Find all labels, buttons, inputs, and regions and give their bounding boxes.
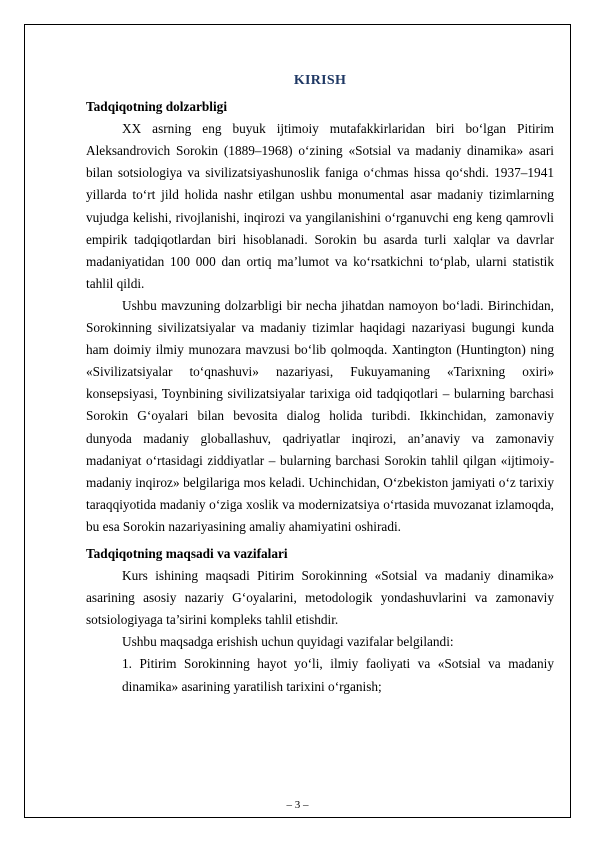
document-body xyxy=(86,70,554,698)
paragraph-goal: Kurs ishining maqsadi Pitirim Sorokinning «Sotsial va madaniy dinamika» asarining asosiy nazariy G‘oyalarini, metodologik yondashuvlarini va zamonaviy sotsiologiyaga ta’sirini kompleks tahlil etishdir. xyxy=(86,568,554,628)
task-list-item: 1. Pitirim Sorokinning hayot yo‘li, ilmiy faoliyati va «Sotsial va madaniy dinamika» asarining yaratilish tarixini o‘rganish; xyxy=(122,656,554,694)
paragraph-tasks-intro: Ushbu maqsadga erishish uchun quyidagi vazifalar belgilandi: xyxy=(122,634,454,650)
section-heading-goals: Tadqiqotning maqsadi va vazifalari xyxy=(86,545,288,561)
page-number: – 3 – xyxy=(286,799,309,811)
paragraph-relevance: Ushbu mavzuning dolzarbligi bir necha jihatdan namoyon bo‘ladi. Birinchidan, Sorokinning sivilizatsiyalar va madaniy tizimlar haqidagi nazariyasi bugungi kunda ham doimiy ilmiy munozara mavzusi bo‘lib qolmoqda. Xantington (Huntington) ning «Sivilizatsiyalar to‘qnashuvi» nazariyasi, Fukuyamaning «Tarixning oxiri» konsepsiyasi, Toynbining sivilizatsiyalar tarixiga oid tadqiqotlari – bularning barchasi Sorokin G‘oyalari bilan bevosita dialog holida turibdi. Ikkinchidan, zamonaviy dunyoda madaniy globallashuv, qadriyatlar inqirozi, an’anaviy va zamonaviy madaniyat o‘rtasidagi ziddiyatlar – bularning barchasi Sorokin tahlil qilgan «ijtimoiy-madaniy inqiroz» belgilariga mos keladi. Uchinchidan, O‘zbekiston jamiyati o‘z tarixiy taraqqiyotida madaniy o‘ziga xoslik va modernizatsiya o‘rtasida muvozanat izlamoqda, bu esa Sorokin nazariyasining amaliy ahamiyatini oshiradi. xyxy=(86,297,554,534)
paragraph-intro: XX asrning eng buyuk ijtimoiy mutafakkirlaridan biri bo‘lgan Pitirim Aleksandrovich Sorokin (1889–1968) o‘zining «Sotsial va madaniy dinamika» asari bilan sotsiologiya va sivilizatsiyashunoslik faniga o‘chmas hissa qo‘shdi. 1937–1941 yillarda to‘rt jild holida nashr etilgan ushbu monumental asar madaniy tizimlarning vujudga kelishi, rivojlanishi, inqirozi va yangilanishini o‘rganuvchi eng keng qamrovli empirik tadqiqotlardan biri hisoblanadi. Sorokin bu asarda turli xalqlar va davrlar madaniyatidan 100 000 dan ortiq ma’lumot va ko‘rsatkichni to‘plab, ularni statistik tahlil qildi. xyxy=(86,121,554,291)
section-heading-relevance: Tadqiqotning dolzarbligi xyxy=(86,99,228,115)
chapter-title: KIRISH xyxy=(293,73,347,88)
